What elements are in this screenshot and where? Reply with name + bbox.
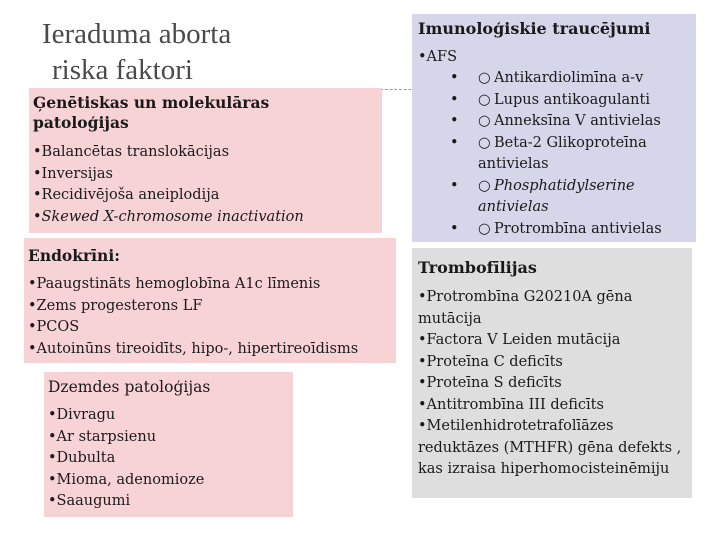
slide-title [42, 16, 231, 88]
endocrine-item: •Paaugstināts hemoglobīna A1c līmenis [28, 276, 321, 292]
circle-bullet-icon: ○ [478, 113, 491, 129]
bullet-icon: • [450, 91, 459, 108]
genetic-item: •Skewed X-chromosome inactivation [33, 208, 304, 225]
genetic-heading: Ģenētiskas un molekulāras patoloģijas [33, 93, 270, 132]
antibody-item [450, 68, 700, 90]
genetic-item: •Recidivējoša aneiplodija [33, 187, 220, 203]
uterine-box [44, 372, 293, 517]
genetic-item: •Inversijas [33, 165, 113, 182]
bullet-icon: • [450, 113, 459, 129]
thrombophilia-item: •Protrombīna G20210A gēna mutācija [418, 289, 633, 327]
antibody-label: Anneksīna V antivielas [494, 113, 661, 129]
circle-bullet-icon: ○ [478, 134, 491, 151]
antibody-item [450, 90, 700, 112]
thrombophilia-heading: Trombofīlijas [418, 258, 537, 277]
genetic-box [29, 88, 382, 233]
genetic-item: •Balancētas translokācijas [33, 144, 230, 160]
immunological-heading: Imunoloģiskie traucējumi [418, 19, 651, 38]
circle-bullet-icon: ○ [478, 70, 491, 86]
antibody-item [450, 176, 700, 219]
thrombophilia-item: •Proteīna S deficīts [418, 375, 562, 391]
bullet-icon: • [450, 134, 459, 151]
afs-label: •AFS [418, 49, 458, 65]
antibody-item [450, 111, 700, 133]
uterine-item: •Mioma, adenomioze [48, 471, 205, 488]
circle-bullet-icon: ○ [478, 91, 491, 108]
thrombophilia-item: •Proteīna C deficīts [418, 353, 563, 370]
bullet-icon: • [450, 220, 459, 237]
uterine-item: •Dubulta [48, 450, 116, 466]
endocrine-heading: Endokrīni: [28, 246, 120, 265]
thrombophilia-item: •Metilenhidrotetrafolīāzes reduktāzes (MTHFR) gēna defekts , kas izraisa hiperhomocisteinēmiju [418, 418, 682, 477]
antibody-label: Beta-2 Glikoproteīna antivielas [478, 134, 647, 172]
uterine-item: •Saaugumi [48, 493, 131, 509]
thrombophilia-item: •Factora V Leiden mutācija [418, 332, 621, 348]
bullet-icon: • [450, 70, 459, 86]
antibody-item [450, 133, 700, 176]
bullet-icon: • [450, 177, 459, 194]
thrombophilia-item: •Antitrombīna III deficīts [418, 396, 604, 413]
circle-bullet-icon: ○ [478, 220, 491, 237]
title-line-2: riska faktori [52, 54, 193, 86]
immunological-box [412, 14, 696, 242]
thrombophilia-box [412, 248, 692, 498]
antibody-label: Protrombīna antivielas [494, 220, 662, 237]
endocrine-item: •Autoinūns tireoidīts, hipo-, hipertireoīdisms [28, 340, 359, 357]
uterine-item: •Divragu [48, 407, 116, 423]
uterine-item: •Ar starpsienu [48, 428, 157, 445]
antibody-item [450, 219, 700, 241]
uterine-heading: Dzemdes patoloģijas [48, 378, 211, 396]
endocrine-item: •Zems progesterons LF [28, 297, 203, 314]
title-line-1: Ieraduma aborta [42, 18, 232, 50]
dashed-connector [380, 89, 416, 90]
antibody-label: Lupus antikoagulanti [494, 91, 650, 108]
endocrine-box [24, 238, 396, 363]
circle-bullet-icon: ○ [478, 177, 491, 194]
antibody-label: Phosphatidylserine antivielas [478, 177, 635, 215]
endocrine-item: •PCOS [28, 319, 80, 335]
antibody-label: Antikardiolimīna a-v [494, 70, 644, 86]
